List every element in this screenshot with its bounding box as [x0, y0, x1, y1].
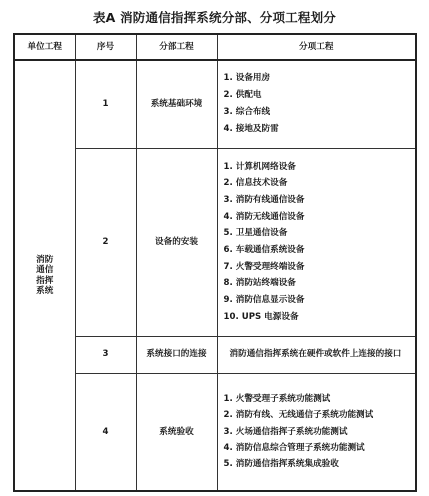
- table-row: [14, 60, 416, 148]
- unit-name-line: 消防: [36, 254, 54, 265]
- list-item: 2. 信息技术设备: [223, 178, 288, 189]
- item-cell: [217, 148, 416, 336]
- list-item: 1. 火警受理子系统功能测试: [223, 393, 331, 404]
- item-list: [218, 159, 416, 326]
- list-item: 4. 消防无线通信设备: [223, 211, 305, 222]
- list-item: 4. 消防信息综合管理子系统功能测试: [223, 442, 365, 453]
- seq-cell: 2: [75, 148, 136, 336]
- list-item: 5. 消防通信指挥系统集成验收: [223, 459, 339, 470]
- list-item: 7. 火警受理终端设备: [223, 261, 305, 272]
- item-cell: [217, 373, 416, 491]
- list-item: 6. 车载通信系统设备: [223, 245, 305, 255]
- table-row: [14, 336, 416, 373]
- unit-project-name: [14, 60, 75, 491]
- list-item: 3. 消防有线通信设备: [223, 194, 305, 205]
- unit-name-line: 系统: [36, 285, 54, 296]
- list-item: 3. 火场通信指挥子系统功能测试: [223, 426, 348, 437]
- list-item: 9. 消防信息显示设备: [223, 295, 305, 306]
- division-cell: 设备的安装: [136, 148, 217, 336]
- header-seq: 序号: [75, 34, 136, 60]
- engineering-division-table: [13, 33, 417, 492]
- seq-cell: 1: [75, 60, 136, 148]
- list-item: 4. 接地及防雷: [223, 124, 279, 135]
- division-cell: 系统基础环境: [136, 60, 217, 148]
- header-unit: 单位工程: [14, 34, 75, 60]
- table-row: [14, 148, 416, 336]
- header-division: 分部工程: [136, 34, 217, 60]
- list-item: 2. 供配电: [223, 90, 262, 101]
- item-cell: [217, 60, 416, 148]
- division-cell: 系统接口的连接: [136, 336, 217, 373]
- item-list: [218, 391, 416, 473]
- item-text: 消防通信指挥系统在硬件或软件上连接的接口: [229, 348, 402, 359]
- list-item: 1. 设备用房: [223, 73, 271, 84]
- header-item: 分项工程: [217, 34, 416, 60]
- list-item: 2. 消防有线、无线通信子系统功能测试: [223, 410, 374, 421]
- list-item: 10. UPS 电源设备: [223, 311, 299, 322]
- item-cell: [217, 336, 416, 373]
- table-row: [14, 373, 416, 491]
- table-title: 表A 消防通信指挥系统分部、分项工程划分: [92, 10, 337, 25]
- seq-cell: 4: [75, 373, 136, 491]
- division-cell: 系统验收: [136, 373, 217, 491]
- list-item: 1. 计算机网络设备: [223, 161, 296, 172]
- list-item: 5. 卫星通信设备: [223, 228, 288, 239]
- list-item: 3. 综合布线: [223, 107, 271, 118]
- item-list: [218, 70, 416, 138]
- table-header-row: [14, 34, 416, 60]
- seq-cell: 3: [75, 336, 136, 373]
- list-item: 8. 消防站终端设备: [223, 278, 296, 289]
- unit-name-line: 通信: [36, 265, 54, 276]
- unit-name-line: 指挥: [36, 275, 54, 286]
